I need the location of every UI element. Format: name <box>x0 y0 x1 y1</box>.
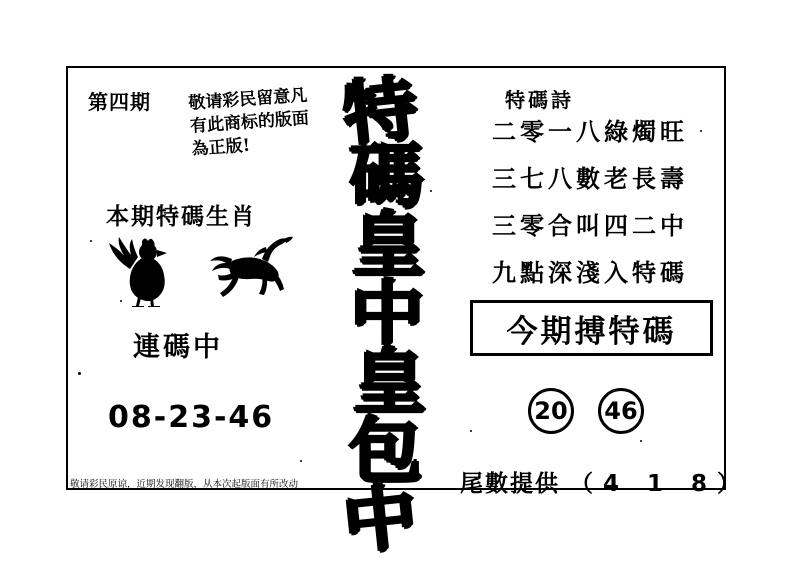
scan-speck <box>120 300 122 302</box>
scan-speck <box>430 190 432 192</box>
poem-title: 特碼詩 <box>505 88 574 112</box>
footnote-text: 敬请彩民原谅，近期发现翻版，从本次起版面有所改动 <box>70 479 299 490</box>
poem-block <box>470 112 710 300</box>
issue-label: 第四期 <box>88 90 151 114</box>
center-title-char: 碼 <box>349 134 424 218</box>
scan-speck <box>640 440 642 442</box>
center-title-char: 中 <box>339 473 422 565</box>
lottery-ball: 20 <box>528 388 574 434</box>
center-vertical-title <box>318 66 443 565</box>
zodiac-section-title: 本期特碼生肖 <box>106 204 256 230</box>
poem-line: 三七八數老長壽 <box>492 164 688 193</box>
center-title-char: 皇 <box>351 203 426 287</box>
center-title-char: 包 <box>348 408 423 492</box>
tail-label: 尾數提供 <box>460 471 560 497</box>
lianmazhong-text: 連碼中 <box>133 332 223 363</box>
left-numbers: 08-23-46 <box>108 400 275 435</box>
rooster-icon <box>106 235 184 311</box>
tail-number-line <box>460 465 750 498</box>
horse-icon <box>206 235 298 311</box>
center-title-char: 特 <box>339 66 422 157</box>
scan-speck <box>300 460 302 462</box>
poem-line: 三零合叫四二中 <box>492 211 688 240</box>
lottery-ball: 46 <box>598 388 644 434</box>
scan-speck <box>470 430 472 432</box>
promo-text: 今期搏特碼 <box>506 313 677 350</box>
poem-line: 二零一八綠燭旺 <box>492 117 688 146</box>
center-title-char: 中 <box>350 271 425 355</box>
poem-line: 九點深淺入特碼 <box>492 258 688 287</box>
authenticity-notice: 敬请彩民留意凡有此商标的版面為正版! <box>187 85 310 160</box>
lottery-balls <box>520 388 690 436</box>
center-title-char: 皇 <box>352 340 427 424</box>
zodiac-animal-illustrations <box>98 235 298 307</box>
scan-speck <box>90 240 92 242</box>
scan-speck <box>700 130 702 132</box>
promo-box <box>470 300 713 356</box>
tail-numbers: （4 1 8） <box>570 471 751 497</box>
scan-speck <box>78 372 81 375</box>
